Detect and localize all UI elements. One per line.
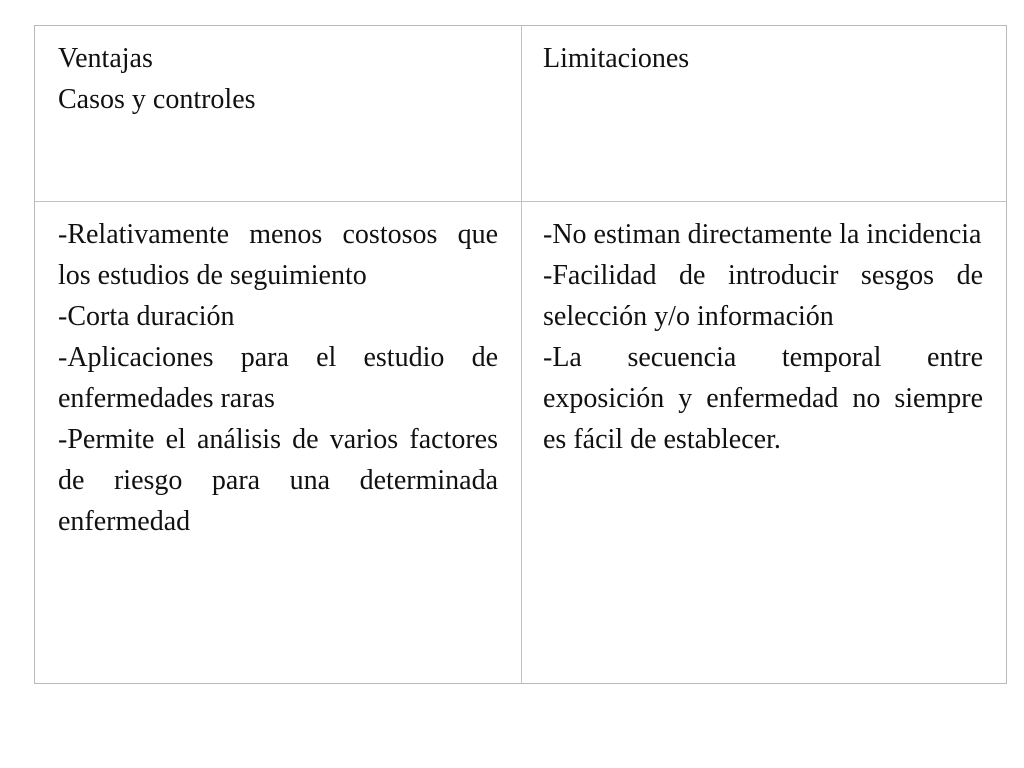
- header-casos-y-controles: Casos y controles: [58, 84, 256, 115]
- ventaja-item: -Corta duración: [58, 301, 235, 332]
- header-ventajas-cell: [35, 26, 521, 201]
- ventaja-item: -Relativamente menos costosos que los estudios de seguimiento: [58, 219, 498, 291]
- header-limitaciones-cell: [521, 26, 1006, 201]
- limitaciones-list: [521, 201, 1006, 683]
- limitacion-item: -No estiman directamente la incidencia: [543, 219, 982, 250]
- header-ventajas: Ventajas: [58, 43, 153, 74]
- header-limitaciones: Limitaciones: [543, 43, 690, 74]
- limitacion-item: -La secuencia temporal entre exposición y enfermedad no siempre es fácil de establecer.: [543, 342, 983, 455]
- ventajas-list: [35, 201, 521, 683]
- comparison-table: [34, 25, 1007, 684]
- limitacion-item: -Facilidad de introducir sesgos de selección y/o información: [543, 260, 983, 332]
- ventaja-item: -Aplicaciones para el estudio de enfermedades raras: [58, 342, 498, 414]
- ventaja-item: -Permite el análisis de varios factores de riesgo para una determinada enfermedad: [58, 424, 498, 537]
